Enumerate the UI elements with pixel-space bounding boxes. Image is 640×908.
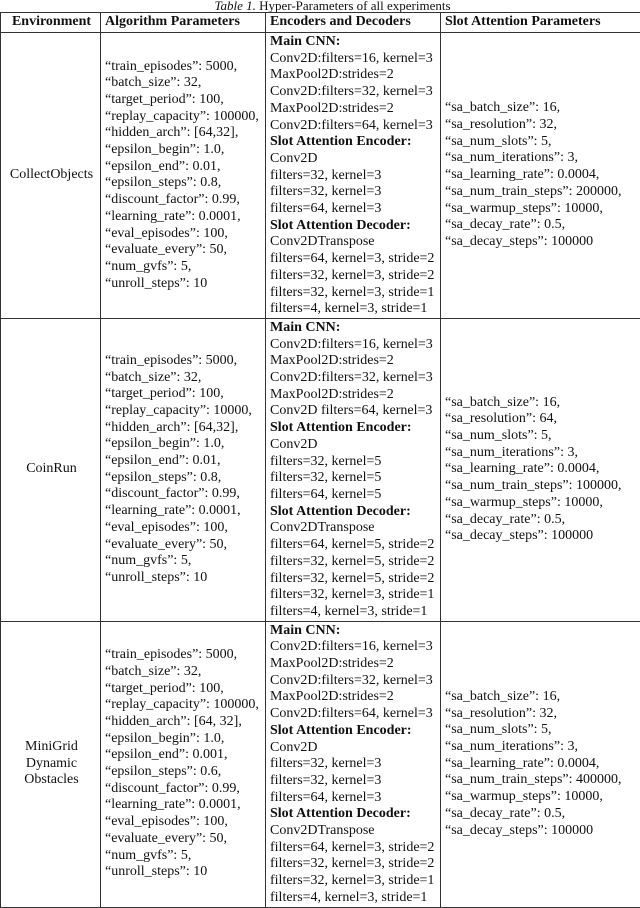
cell-line: “replay_capacity”: 100000, bbox=[105, 109, 263, 126]
cell-line: MaxPool2D:strides=2 bbox=[270, 67, 438, 84]
cell-line: “evaluate_every”: 50, bbox=[105, 242, 263, 259]
cell-line: “sa_num_train_steps”: 100000, bbox=[445, 478, 638, 495]
cell-line: filters=4, kernel=3, stride=1 bbox=[270, 604, 438, 621]
section-heading: Slot Attention Decoder: bbox=[270, 806, 438, 823]
cell-line: “hidden_arch”: [64, 32], bbox=[105, 714, 263, 731]
cell-line: Conv2D filters=64, kernel=3 bbox=[270, 403, 438, 420]
cell-line: MaxPool2D:strides=2 bbox=[270, 656, 438, 673]
cell-line: “sa_num_slots”: 5, bbox=[445, 134, 638, 151]
section-heading: Main CNN: bbox=[270, 320, 438, 337]
cell-line: “sa_learning_rate”: 0.0004, bbox=[445, 167, 638, 184]
cell-line: filters=64, kernel=3 bbox=[270, 201, 438, 218]
cell-line: CoinRun bbox=[5, 461, 98, 478]
cell-line: “target_period”: 100, bbox=[105, 386, 263, 403]
cell-line: “epsilon_steps”: 0.6, bbox=[105, 764, 263, 781]
cell-line: “sa_resolution”: 32, bbox=[445, 117, 638, 134]
cell-line: “sa_warmup_steps”: 10000, bbox=[445, 495, 638, 512]
cell-line: “unroll_steps”: 10 bbox=[105, 864, 263, 881]
cell-line: “sa_decay_rate”: 0.5, bbox=[445, 512, 638, 529]
environment-cell bbox=[1, 621, 101, 907]
cell-line: filters=32, kernel=3, stride=2 bbox=[270, 268, 438, 285]
cell-line: “sa_num_slots”: 5, bbox=[445, 428, 638, 445]
cell-line: CollectObjects bbox=[5, 167, 98, 184]
cell-line: “sa_decay_rate”: 0.5, bbox=[445, 806, 638, 823]
section-heading: Slot Attention Encoder: bbox=[270, 134, 438, 151]
cell-line: “epsilon_end”: 0.001, bbox=[105, 747, 263, 764]
slot-attention-parameters-cell bbox=[441, 318, 640, 621]
cell-line: “num_gvfs”: 5, bbox=[105, 259, 263, 276]
cell-line: “train_episodes”: 5000, bbox=[105, 353, 263, 370]
cell-line: “batch_size”: 32, bbox=[105, 370, 263, 387]
cell-line: “sa_decay_steps”: 100000 bbox=[445, 234, 638, 251]
header-environment: Environment bbox=[1, 13, 101, 33]
cell-line: filters=32, kernel=5, stride=2 bbox=[270, 554, 438, 571]
cell-line: “eval_episodes”: 100, bbox=[105, 226, 263, 243]
cell-line: “sa_warmup_steps”: 10000, bbox=[445, 789, 638, 806]
cell-line: filters=64, kernel=3, stride=2 bbox=[270, 251, 438, 268]
cell-line: Conv2D bbox=[270, 740, 438, 757]
cell-line: “batch_size”: 32, bbox=[105, 664, 263, 681]
cell-line: Conv2D:filters=32, kernel=3 bbox=[270, 84, 438, 101]
algorithm-parameters-cell bbox=[101, 621, 266, 907]
cell-line: “epsilon_end”: 0.01, bbox=[105, 453, 263, 470]
header-encoders-decoders: Encoders and Decoders bbox=[266, 13, 441, 33]
section-heading: Main CNN: bbox=[270, 34, 438, 51]
cell-line: “num_gvfs”: 5, bbox=[105, 848, 263, 865]
cell-line: “hidden_arch”: [64,32], bbox=[105, 420, 263, 437]
algorithm-parameters-cell bbox=[101, 318, 266, 621]
cell-line: “sa_resolution”: 64, bbox=[445, 411, 638, 428]
header-algorithm-parameters: Algorithm Parameters bbox=[101, 13, 266, 33]
cell-line: “sa_batch_size”: 16, bbox=[445, 100, 638, 117]
cell-line: MaxPool2D:strides=2 bbox=[270, 101, 438, 118]
cell-line: “discount_factor”: 0.99, bbox=[105, 486, 263, 503]
cell-line: filters=32, kernel=3, stride=1 bbox=[270, 285, 438, 302]
cell-line: Conv2D bbox=[270, 437, 438, 454]
cell-line: Conv2D:filters=32, kernel=3 bbox=[270, 370, 438, 387]
cell-line: MaxPool2D:strides=2 bbox=[270, 353, 438, 370]
cell-line: “sa_num_iterations”: 3, bbox=[445, 739, 638, 756]
cell-line: filters=32, kernel=5, stride=2 bbox=[270, 571, 438, 588]
cell-line: filters=4, kernel=3, stride=1 bbox=[270, 890, 438, 907]
cell-line: “discount_factor”: 0.99, bbox=[105, 781, 263, 798]
cell-line: MiniGrid bbox=[5, 739, 98, 756]
cell-line: “discount_factor”: 0.99, bbox=[105, 192, 263, 209]
cell-line: “sa_batch_size”: 16, bbox=[445, 395, 638, 412]
cell-line: “learning_rate”: 0.0001, bbox=[105, 797, 263, 814]
section-heading: Slot Attention Decoder: bbox=[270, 218, 438, 235]
cell-line: Conv2D:filters=64, kernel=3 bbox=[270, 118, 438, 135]
cell-line: “learning_rate”: 0.0001, bbox=[105, 209, 263, 226]
cell-line: “sa_learning_rate”: 0.0004, bbox=[445, 756, 638, 773]
cell-line: “eval_episodes”: 100, bbox=[105, 520, 263, 537]
cell-line: “batch_size”: 32, bbox=[105, 75, 263, 92]
cell-line: “target_period”: 100, bbox=[105, 681, 263, 698]
cell-line: filters=32, kernel=3 bbox=[270, 756, 438, 773]
cell-line: “sa_num_iterations”: 3, bbox=[445, 150, 638, 167]
cell-line: “sa_batch_size”: 16, bbox=[445, 689, 638, 706]
hyperparameter-table bbox=[0, 12, 640, 908]
encoders-decoders-cell bbox=[266, 318, 441, 621]
cell-line: filters=32, kernel=3 bbox=[270, 168, 438, 185]
cell-line: “eval_episodes”: 100, bbox=[105, 814, 263, 831]
cell-line: “epsilon_end”: 0.01, bbox=[105, 159, 263, 176]
cell-line: MaxPool2D:strides=2 bbox=[270, 387, 438, 404]
cell-line: “evaluate_every”: 50, bbox=[105, 831, 263, 848]
cell-line: “replay_capacity”: 100000, bbox=[105, 697, 263, 714]
cell-line: “evaluate_every”: 50, bbox=[105, 537, 263, 554]
header-slot-attention-parameters: Slot Attention Parameters bbox=[441, 13, 640, 33]
cell-line: “train_episodes”: 5000, bbox=[105, 59, 263, 76]
cell-line: Conv2DTranspose bbox=[270, 234, 438, 251]
cell-line: “sa_resolution”: 32, bbox=[445, 706, 638, 723]
cell-line: filters=32, kernel=3 bbox=[270, 773, 438, 790]
cell-line: “epsilon_begin”: 1.0, bbox=[105, 731, 263, 748]
cell-line: filters=64, kernel=3, stride=2 bbox=[270, 840, 438, 857]
cell-line: filters=32, kernel=5 bbox=[270, 454, 438, 471]
cell-line: Conv2D:filters=16, kernel=3 bbox=[270, 51, 438, 68]
cell-line: “sa_warmup_steps”: 10000, bbox=[445, 201, 638, 218]
section-heading: Slot Attention Encoder: bbox=[270, 723, 438, 740]
header-row bbox=[1, 13, 640, 33]
cell-line: “sa_decay_steps”: 100000 bbox=[445, 823, 638, 840]
cell-line: “epsilon_begin”: 1.0, bbox=[105, 142, 263, 159]
cell-line: Conv2DTranspose bbox=[270, 520, 438, 537]
cell-line: “epsilon_begin”: 1.0, bbox=[105, 436, 263, 453]
cell-line: MaxPool2D:strides=2 bbox=[270, 689, 438, 706]
section-heading: Main CNN: bbox=[270, 623, 438, 640]
cell-line: “sa_num_train_steps”: 400000, bbox=[445, 772, 638, 789]
cell-line: filters=32, kernel=5 bbox=[270, 470, 438, 487]
cell-line: Conv2DTranspose bbox=[270, 823, 438, 840]
cell-line: “sa_decay_rate”: 0.5, bbox=[445, 217, 638, 234]
cell-line: filters=32, kernel=3, stride=1 bbox=[270, 587, 438, 604]
table-row bbox=[1, 33, 640, 319]
cell-line: “epsilon_steps”: 0.8, bbox=[105, 175, 263, 192]
cell-line: Conv2D:filters=64, kernel=3 bbox=[270, 706, 438, 723]
table-row bbox=[1, 621, 640, 907]
environment-cell bbox=[1, 33, 101, 319]
section-heading: Slot Attention Encoder: bbox=[270, 420, 438, 437]
cell-line: filters=32, kernel=3 bbox=[270, 184, 438, 201]
cell-line: “sa_num_train_steps”: 200000, bbox=[445, 184, 638, 201]
cell-line: “unroll_steps”: 10 bbox=[105, 276, 263, 293]
cell-line: filters=4, kernel=3, stride=1 bbox=[270, 301, 438, 318]
cell-line: “replay_capacity”: 10000, bbox=[105, 403, 263, 420]
cell-line: filters=64, kernel=3 bbox=[270, 790, 438, 807]
cell-line: filters=32, kernel=3, stride=2 bbox=[270, 856, 438, 873]
cell-line: “target_period”: 100, bbox=[105, 92, 263, 109]
cell-line: Conv2D:filters=16, kernel=3 bbox=[270, 337, 438, 354]
slot-attention-parameters-cell bbox=[441, 33, 640, 319]
cell-line: “hidden_arch”: [64,32], bbox=[105, 125, 263, 142]
environment-cell bbox=[1, 318, 101, 621]
encoders-decoders-cell bbox=[266, 621, 441, 907]
algorithm-parameters-cell bbox=[101, 33, 266, 319]
table-caption bbox=[25, 0, 640, 12]
caption-text: Hyper-Parameters of all experiments bbox=[259, 0, 450, 13]
cell-line: “unroll_steps”: 10 bbox=[105, 570, 263, 587]
cell-line: Obstacles bbox=[5, 772, 98, 789]
cell-line: “sa_learning_rate”: 0.0004, bbox=[445, 461, 638, 478]
cell-line: Conv2D:filters=32, kernel=3 bbox=[270, 673, 438, 690]
cell-line: filters=64, kernel=5 bbox=[270, 487, 438, 504]
cell-line: “epsilon_steps”: 0.8, bbox=[105, 470, 263, 487]
cell-line: “sa_decay_steps”: 100000 bbox=[445, 528, 638, 545]
cell-line: “sa_num_iterations”: 3, bbox=[445, 445, 638, 462]
cell-line: “sa_num_slots”: 5, bbox=[445, 722, 638, 739]
cell-line: “train_episodes”: 5000, bbox=[105, 647, 263, 664]
table-row bbox=[1, 318, 640, 621]
cell-line: Dynamic bbox=[5, 756, 98, 773]
cell-line: Conv2D:filters=16, kernel=3 bbox=[270, 639, 438, 656]
slot-attention-parameters-cell bbox=[441, 621, 640, 907]
cell-line: “learning_rate”: 0.0001, bbox=[105, 503, 263, 520]
encoders-decoders-cell bbox=[266, 33, 441, 319]
cell-line: filters=32, kernel=3, stride=1 bbox=[270, 873, 438, 890]
cell-line: Conv2D bbox=[270, 151, 438, 168]
section-heading: Slot Attention Decoder: bbox=[270, 504, 438, 521]
cell-line: filters=64, kernel=5, stride=2 bbox=[270, 537, 438, 554]
cell-line: “num_gvfs”: 5, bbox=[105, 553, 263, 570]
caption-label: Table 1. bbox=[214, 0, 255, 13]
